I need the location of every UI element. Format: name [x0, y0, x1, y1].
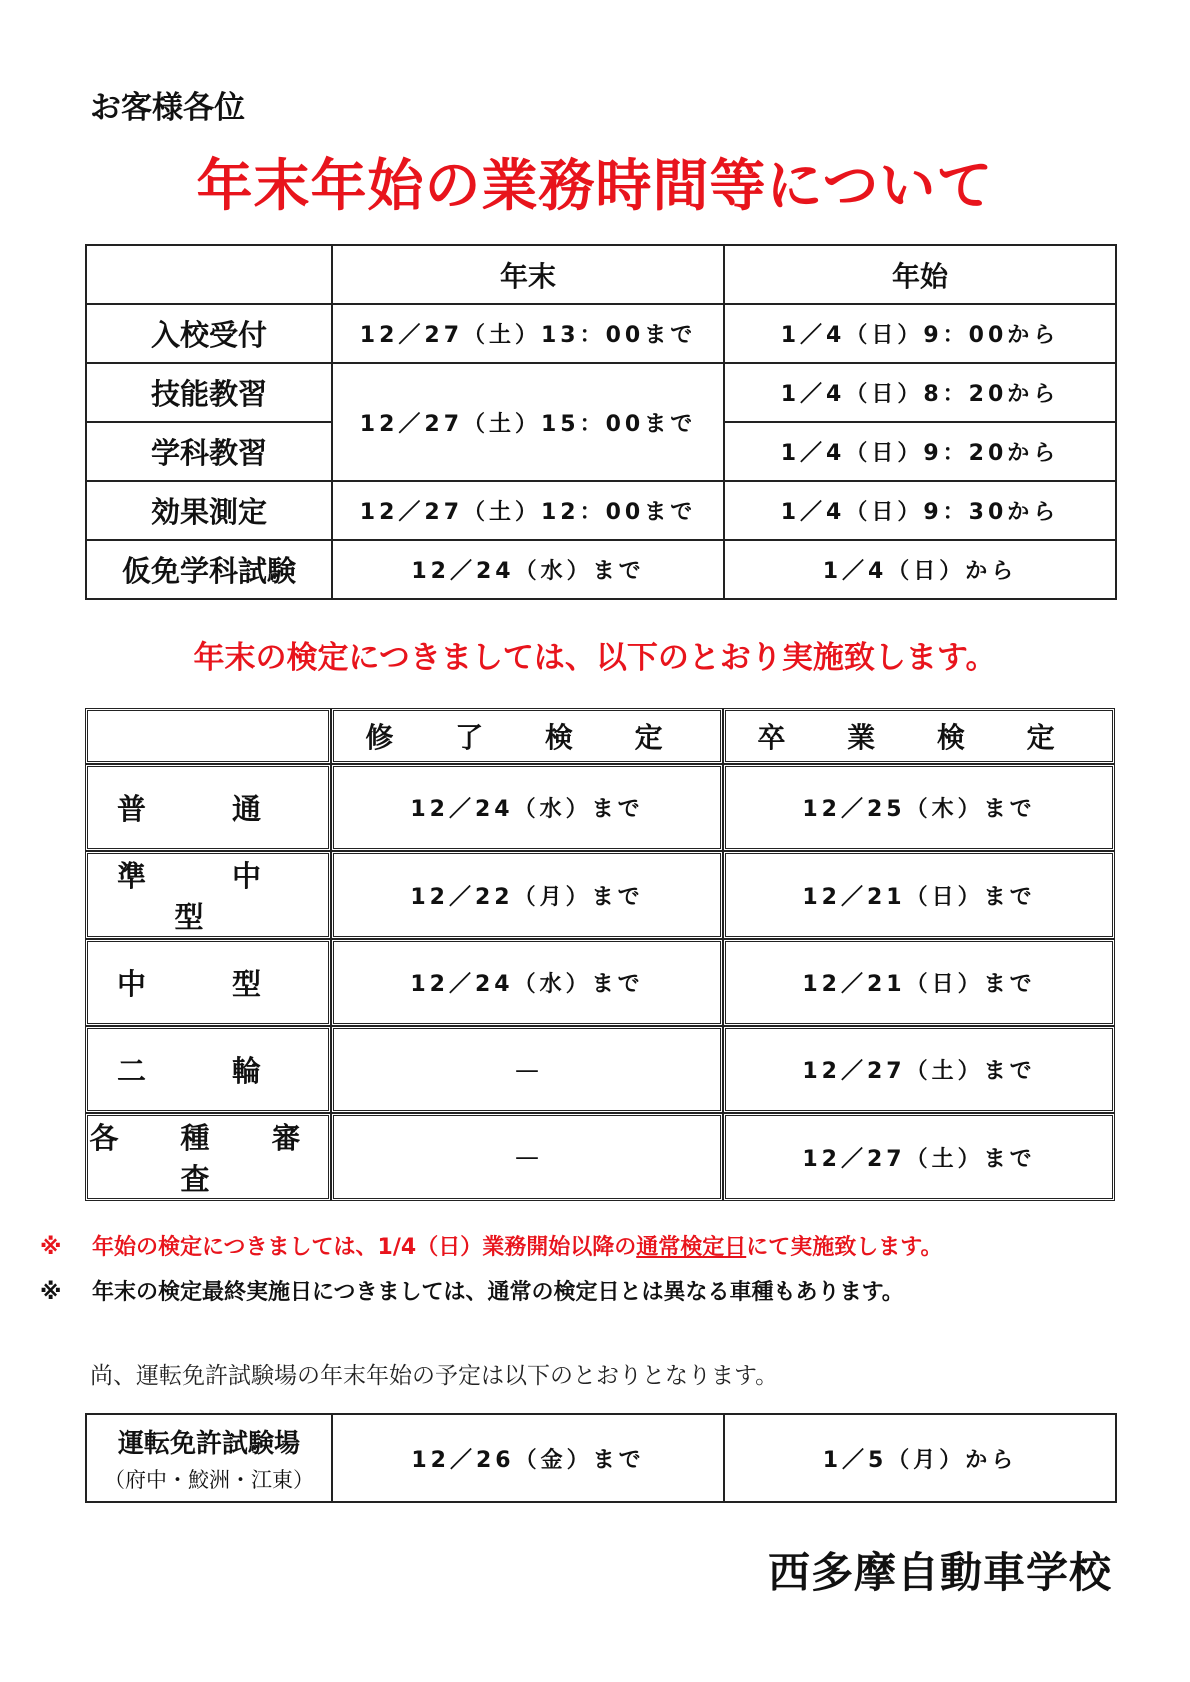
- row-label: 効果測定: [86, 481, 332, 540]
- note1-underlined: 通常検定日: [636, 1235, 747, 1260]
- test-center-start: 1／5（月）から: [724, 1414, 1116, 1502]
- newyear-value: 1／4（日）9：00から: [724, 304, 1116, 363]
- note1-text-a: 年始の検定につきましては、1/4（日）業務開始以降の: [92, 1235, 637, 1260]
- newyear-value: 1／4（日）9：30から: [724, 481, 1116, 540]
- completion-value: —: [331, 1026, 723, 1113]
- note1-text-b: にて実施致します。: [746, 1235, 943, 1260]
- exam-header-completion: 修 了 検 定: [331, 708, 723, 764]
- completion-value: 12／24（水）まで: [331, 764, 723, 851]
- yearend-value: 12／27（土）13：00まで: [332, 304, 724, 363]
- yearend-value: 12／27（土）15：00まで: [332, 363, 724, 481]
- completion-value: —: [331, 1113, 723, 1201]
- test-center-cell: [86, 1414, 332, 1502]
- newyear-value: 1／4（日）9：20から: [724, 422, 1116, 481]
- completion-value: 12／22（月）まで: [331, 851, 723, 939]
- graduation-value: 12／21（日）まで: [723, 851, 1115, 939]
- hours-header-blank: [86, 245, 332, 304]
- note2-text: 年末の検定最終実施日につきましては、通常の検定日とは異なる車種もあります。: [92, 1280, 904, 1305]
- newyear-value: 1／4（日）から: [724, 540, 1116, 599]
- graduation-value: 12／25（木）まで: [723, 764, 1115, 851]
- graduation-value: 12／21（日）まで: [723, 939, 1115, 1026]
- note-newyear-exam: [40, 1230, 942, 1261]
- vehicle-label: 中 型: [85, 939, 331, 1026]
- exam-notice: 年末の検定につきましては、以下のとおり実施致します。: [193, 640, 997, 676]
- page-title: 年末年始の業務時間等について: [196, 154, 994, 219]
- school-name: 西多摩自動車学校: [767, 1548, 1112, 1597]
- yearend-value: 12／27（土）12：00まで: [332, 481, 724, 540]
- vehicle-label: 準 中 型: [85, 851, 331, 939]
- vehicle-label: 各 種 審 査: [85, 1113, 331, 1201]
- completion-value: 12／24（水）まで: [331, 939, 723, 1026]
- row-label: 技能教習: [86, 363, 332, 422]
- test-center-end: 12／26（金）まで: [332, 1414, 724, 1502]
- hours-table: [85, 244, 1117, 600]
- hours-header-newyear: 年始: [724, 245, 1116, 304]
- test-center-info: 尚、運転免許試験場の年末年始の予定は以下のとおりとなります。: [90, 1363, 779, 1389]
- vehicle-label: 普 通: [85, 764, 331, 851]
- graduation-value: 12／27（土）まで: [723, 1113, 1115, 1201]
- note-mark: ※: [40, 1280, 62, 1305]
- test-center-sublabel: （府中・鮫洲・江東）: [104, 1467, 314, 1492]
- exam-header-blank: [85, 708, 331, 764]
- salutation: お客様各位: [90, 90, 245, 126]
- row-label: 入校受付: [86, 304, 332, 363]
- exam-header-graduation: 卒 業 検 定: [723, 708, 1115, 764]
- hours-header-yearend: 年末: [332, 245, 724, 304]
- row-label: 学科教習: [86, 422, 332, 481]
- graduation-value: 12／27（土）まで: [723, 1026, 1115, 1113]
- newyear-value: 1／4（日）8：20から: [724, 363, 1116, 422]
- test-center-label: 運転免許試験場: [117, 1428, 300, 1459]
- note-yearend-exam: [40, 1275, 904, 1306]
- exam-table: [85, 708, 1115, 1201]
- yearend-value: 12／24（水）まで: [332, 540, 724, 599]
- note-mark: ※: [40, 1235, 62, 1260]
- vehicle-label: 二 輪: [85, 1026, 331, 1113]
- test-center-table: [85, 1413, 1117, 1503]
- row-label: 仮免学科試験: [86, 540, 332, 599]
